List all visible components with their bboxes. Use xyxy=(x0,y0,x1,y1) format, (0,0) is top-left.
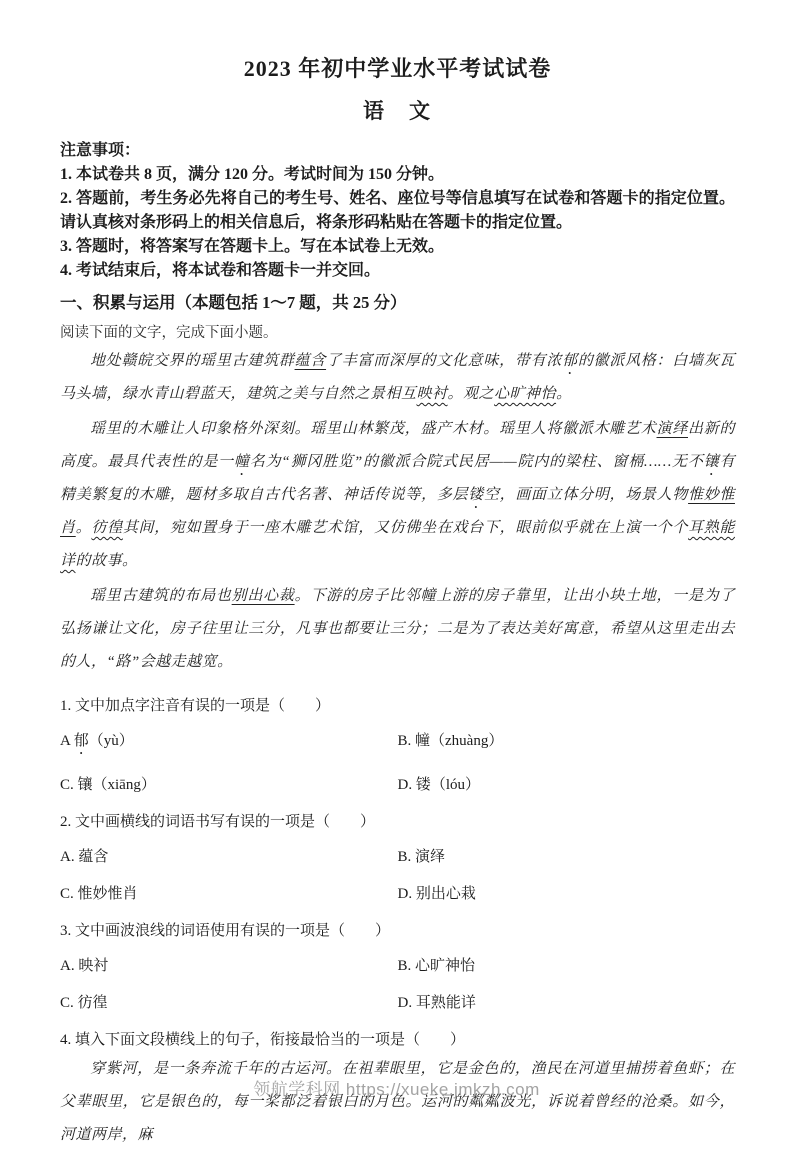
option-c xyxy=(60,775,398,795)
option-text xyxy=(415,733,503,749)
text-segment-d: 镂 xyxy=(468,487,484,503)
page-title: 2023 年初中学业水平考试试卷 xyxy=(243,56,552,81)
option-label: B. xyxy=(397,733,412,749)
option-text xyxy=(78,886,138,902)
option-text xyxy=(78,958,108,974)
text-segment-p: 映衬 xyxy=(78,958,109,974)
text-segment-p: 。观之 xyxy=(447,386,495,402)
question-2 xyxy=(60,811,735,904)
question-2-options xyxy=(60,847,735,904)
option-c xyxy=(60,993,398,1013)
text-segment-p: 幢（zhuàng） xyxy=(415,733,504,749)
passage-paragraph-1 xyxy=(60,345,735,411)
text-segment-p: 的徽派风格：白墙灰瓦马头墙，绿水青山碧蓝天，建筑之美与自然之景相互 xyxy=(60,353,735,402)
option-label: C. xyxy=(60,777,74,793)
question-1-stem xyxy=(60,695,735,717)
text-segment-p: 。 xyxy=(556,386,572,402)
text-segment-w: 映衬 xyxy=(416,386,448,402)
question-3-options xyxy=(60,956,735,1013)
question-4-stem xyxy=(60,1029,735,1051)
option-label: B. xyxy=(397,958,412,974)
question-stem-text: 文中加点字注音有误的一项是（ ） xyxy=(75,698,331,714)
text-segment-p: 地处赣皖交界的瑶里古建筑群 xyxy=(90,353,295,369)
option-text xyxy=(416,777,480,793)
option-label: D. xyxy=(397,777,413,793)
text-segment-p: 穿紫河，是一条奔流千年的古运河。在祖辈眼里，它是金色的，渔民在河道里捕捞着鱼虾；在父辈眼里，它是银色的，每一桨都泛着银白的月色。运河的粼粼波光，诉说着曾经的沧桑。如今，河道两岸，麻 xyxy=(60,1061,735,1143)
option-label: C. xyxy=(60,995,74,1011)
option-label: D. xyxy=(397,995,413,1011)
text-segment-d: 郁 xyxy=(562,353,578,369)
text-segment-p: 别出心栽 xyxy=(415,886,476,902)
question-2-stem xyxy=(60,811,735,833)
option-a xyxy=(60,847,398,867)
text-segment-d: 郁 xyxy=(73,733,89,749)
text-segment-p: 空，画面立体分明，场景人物 xyxy=(483,487,689,503)
text-segment-w: 心旷神怡 xyxy=(494,386,557,402)
notice-item-4: 4. 考试结束后，将本试卷和答题卡一并交回。 xyxy=(60,262,381,279)
question-stem-text: 填入下面文段横线上的句子，衔接最恰当的一项是（ ） xyxy=(75,1032,466,1048)
subject-title: 语 文 xyxy=(363,99,432,123)
option-text xyxy=(415,958,475,974)
text-segment-w: 耳熟能详 xyxy=(60,520,735,569)
notice-heading: 注意事项： xyxy=(60,142,141,159)
text-segment-p: 瑶里的木雕让人印象格外深刻。瑶里山林繁茂，盛产木材。瑶里人将徽派木雕艺术 xyxy=(90,421,657,437)
option-text xyxy=(415,849,445,865)
option-label: A. xyxy=(60,849,75,865)
text-segment-p: 。 xyxy=(75,520,92,536)
option-b xyxy=(398,847,736,867)
option-text xyxy=(78,777,156,793)
text-segment-p: 惟妙惟肖 xyxy=(77,886,138,902)
question-stem-text: 文中画波浪线的词语使用有误的一项是（ ） xyxy=(75,923,391,939)
notice-item-1: 1. 本试卷共 8 页，满分 120 分。考试时间为 150 分钟。 xyxy=(60,166,445,183)
notice-item-3: 3. 答题时，将答案写在答题卡上。写在本试卷上无效。 xyxy=(60,238,445,255)
question-3 xyxy=(60,920,735,1013)
reading-instruction: 阅读下面的文字，完成下面小题。 xyxy=(60,325,278,341)
question-3-stem xyxy=(60,920,735,942)
option-c xyxy=(60,884,398,904)
option-text xyxy=(416,886,476,902)
text-segment-d: 幢 xyxy=(233,454,250,470)
option-d xyxy=(398,884,736,904)
question-number: 3. xyxy=(60,923,72,939)
option-b xyxy=(398,956,736,976)
text-segment-p: 彷徨 xyxy=(77,995,108,1011)
question-1-options xyxy=(60,731,735,795)
text-segment-p: 的故事。 xyxy=(75,553,138,569)
option-a xyxy=(60,731,398,758)
text-segment-p: 出新的高度。最具代表性的是一 xyxy=(60,421,735,470)
question-1 xyxy=(60,695,735,795)
option-a xyxy=(60,956,398,976)
option-text xyxy=(416,995,476,1011)
text-segment-p: 心旷神怡 xyxy=(415,958,476,974)
text-segment-u: 演绎 xyxy=(656,421,688,437)
text-segment-p: 名为“狮冈胜览”的徽派合院式民居——院内的梁柱、窗槅……无不 xyxy=(249,454,704,470)
text-segment-p: 了丰富而深厚的文化意味，带有浓 xyxy=(326,353,563,369)
text-segment-p: 瑶里古建筑的布局也 xyxy=(90,588,232,604)
section-heading: 一、积累与运用（本题包括 1～7 题，共 25 分） xyxy=(60,293,407,312)
question-4-passage xyxy=(60,1053,735,1152)
option-text xyxy=(74,733,134,749)
watermark-footer: 领航学科网 https://xueke.jmkzh.com xyxy=(253,1080,540,1099)
question-number: 1. xyxy=(60,698,72,714)
option-d xyxy=(398,993,736,1013)
text-segment-w: 彷徨 xyxy=(91,520,123,536)
text-segment-u: 惟妙惟肖 xyxy=(60,487,735,536)
option-label: A. xyxy=(60,958,75,974)
passage-paragraph-3 xyxy=(60,580,735,679)
text-segment-p: 耳熟能详 xyxy=(415,995,476,1011)
notice-item-2: 2. 答题前，考生务必先将自己的考生号、姓名、座位号等信息填写在试卷和答题卡的指定位置。请认真核对条形码上的相关信息后，将条形码粘贴在答题卡的指定位置。 xyxy=(60,190,735,231)
text-segment-p: 。下游的房子比邻幢上游的房子靠里，让出小块土地，一是为了弘扬谦让文化，房子往里让三分，凡事也都要让三分；二是为了表达美好寓意，希望从这里走出去的人，“路”会越走越宽。 xyxy=(60,588,735,670)
text-segment-p: 镶（xiāng） xyxy=(77,777,156,793)
option-text xyxy=(78,849,108,865)
text-segment-p: 其间，宛如置身于一座木雕艺术馆，又仿佛坐在戏台下，眼前似乎就在上演一个个 xyxy=(122,520,689,536)
option-label: A xyxy=(60,733,71,749)
passage-paragraph-2 xyxy=(60,413,735,578)
option-label: B. xyxy=(397,849,412,865)
option-b xyxy=(398,731,736,758)
option-label: D. xyxy=(397,886,413,902)
text-segment-u: 别出心裁 xyxy=(231,588,295,604)
text-segment-p: 有精美繁复的木雕，题材多取自古代名著、神话传说等，多层 xyxy=(60,454,735,503)
text-segment-d: 镶 xyxy=(703,454,720,470)
option-text xyxy=(78,995,108,1011)
option-label: C. xyxy=(60,886,74,902)
text-segment-p: 演绎 xyxy=(415,849,446,865)
question-number: 2. xyxy=(60,814,72,830)
text-segment-p: 蕴含 xyxy=(78,849,109,865)
text-segment-u: 蕴含 xyxy=(294,353,327,369)
text-segment-p: 镂（lóu） xyxy=(415,777,481,793)
option-d xyxy=(398,775,736,795)
question-stem-text: 文中画横线的词语书写有误的一项是（ ） xyxy=(75,814,376,830)
question-number: 4. xyxy=(60,1032,72,1048)
text-segment-p: （yù） xyxy=(88,733,134,749)
